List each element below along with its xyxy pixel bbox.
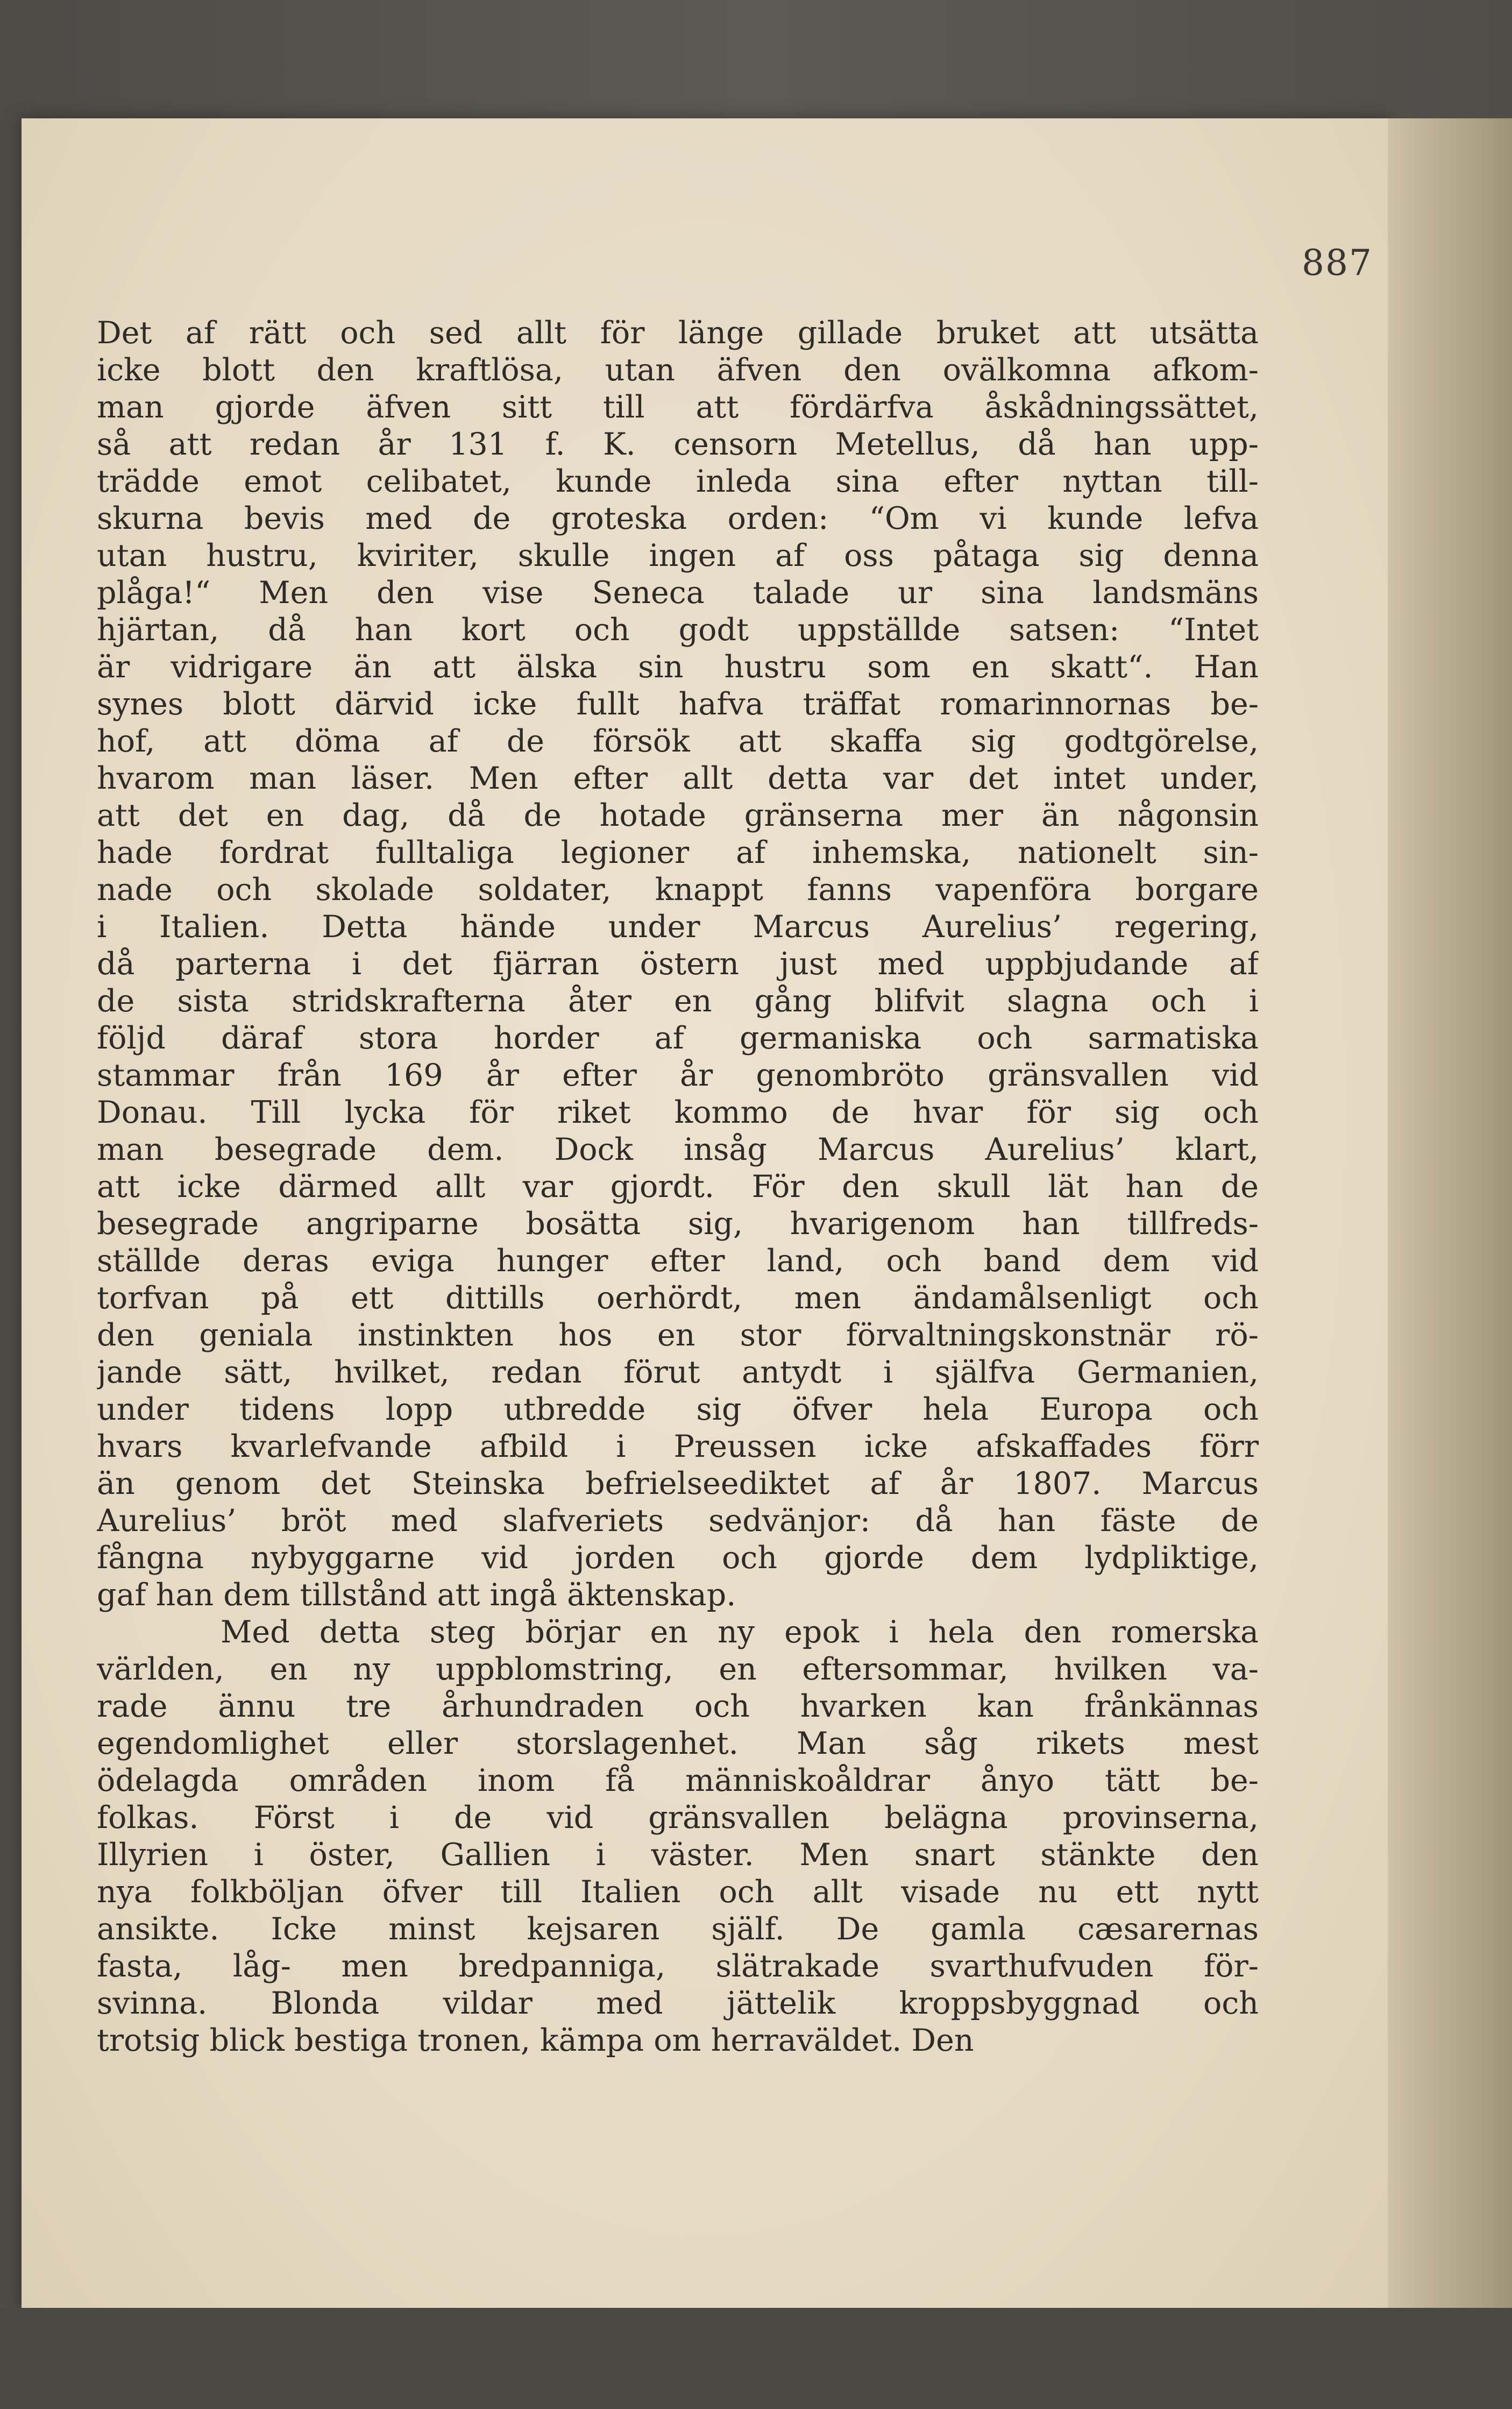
text-line: att icke därmed allt var gjordt. För den skull lät han de: [97, 1169, 1259, 1204]
text-line: synes blott därvid icke fullt hafva träffat romarinnornas be-: [97, 686, 1259, 722]
text-line: i Italien. Detta hände under Marcus Aurelius’ regering,: [97, 909, 1259, 945]
text-line: plåga!“ Men den vise Seneca talade ur sina landsmäns: [97, 575, 1259, 611]
text-line: fångna nybyggarne vid jorden och gjorde dem lydpliktige,: [97, 1540, 1259, 1576]
text-line: är vidrigare än att älska sin hustru som en skatt“. Han: [97, 649, 1259, 685]
text-line: hvarom man läser. Men efter allt detta var det intet under,: [97, 761, 1259, 796]
text-line: jande sätt, hvilket, redan förut antydt i själfva Germanien,: [97, 1355, 1259, 1390]
text-line: då parterna i det fjärran östern just med uppbjudande af: [97, 946, 1259, 982]
text-line: besegrade angriparne bosätta sig, hvarigenom han tillfreds-: [97, 1206, 1259, 1242]
paragraph: [97, 1614, 1259, 2059]
text-line: följd däraf stora horder af germaniska och sarmatiska: [97, 1021, 1259, 1056]
text-line: världen, en ny uppblomstring, en eftersommar, hvilken va-: [97, 1652, 1259, 1687]
text-line: Donau. Till lycka för riket kommo de hvar för sig och: [97, 1095, 1259, 1130]
text-line: ödelagda områden inom få människoåldrar ånyo tätt be-: [97, 1763, 1259, 1798]
paragraph: [97, 315, 1259, 1614]
text-line: Aurelius’ bröt med slafveriets sedvänjor: då han fäste de: [97, 1503, 1259, 1539]
text-line: fasta, låg- men bredpanniga, slätrakade svarthufvuden för-: [97, 1949, 1259, 1984]
text-line: nya folkböljan öfver till Italien och allt visade nu ett nytt: [97, 1874, 1259, 1910]
text-line: svinna. Blonda vildar med jättelik kroppsbyggnad och: [97, 1986, 1259, 2021]
text-line: att det en dag, då de hotade gränserna mer än någonsin: [97, 798, 1259, 833]
text-line: hade fordrat fulltaliga legioner af inhemska, nationelt sin-: [97, 835, 1259, 870]
text-line: än genom det Steinska befrielseediktet af år 1807. Marcus: [97, 1466, 1259, 1501]
text-line: Med detta steg börjar en ny epok i hela den romerska: [221, 1614, 1259, 1650]
text-line: de sista stridskrafterna åter en gång blifvit slagna och i: [97, 983, 1259, 1019]
text-line: skurna bevis med de groteska orden: “Om vi kunde lefva: [97, 501, 1259, 536]
text-line: ställde deras eviga hunger efter land, och band dem vid: [97, 1243, 1259, 1279]
text-line: nade och skolade soldater, knappt fanns vapenföra borgare: [97, 872, 1259, 908]
text-line: under tidens lopp utbredde sig öfver hela Europa och: [97, 1392, 1259, 1427]
text-line: trädde emot celibatet, kunde inleda sina efter nyttan till-: [97, 464, 1259, 499]
text-line: den geniala instinkten hos en stor förvaltningskonstnär rö-: [97, 1317, 1259, 1353]
text-line: rade ännu tre århundraden och hvarken kan frånkännas: [97, 1689, 1259, 1724]
text-line: hvars kvarlefvande afbild i Preussen icke afskaffades förr: [97, 1429, 1259, 1464]
text-line: egendomlighet eller storslagenhet. Man såg rikets mest: [97, 1726, 1259, 1761]
text-line: så att redan år 131 f. K. censorn Metellus, då han upp-: [97, 427, 1259, 462]
text-line: trotsig blick bestiga tronen, kämpa om herraväldet. Den: [97, 2023, 974, 2058]
text-line: Illyrien i öster, Gallien i väster. Men snart stänkte den: [97, 1837, 1259, 1873]
text-line: Det af rätt och sed allt för länge gillade bruket att utsätta: [97, 315, 1259, 351]
scan-bottom-edge: [0, 2308, 1512, 2409]
text-line: folkas. Först i de vid gränsvallen belägna provinserna,: [97, 1800, 1259, 1836]
text-line: man gjorde äfven sitt till att fördärfva åskådningssättet,: [97, 389, 1259, 425]
text-line: man besegrade dem. Dock insåg Marcus Aurelius’ klart,: [97, 1132, 1259, 1167]
text-line: stammar från 169 år efter år genombröto gränsvallen vid: [97, 1058, 1259, 1093]
text-line: torfvan på ett dittills oerhördt, men ändamålsenligt och: [97, 1280, 1259, 1316]
body-text: [97, 315, 1259, 2059]
text-line: utan hustru, kviriter, skulle ingen af oss påtaga sig denna: [97, 538, 1259, 573]
text-line: gaf han dem tillstånd att ingå äktenskap.: [97, 1577, 736, 1613]
text-line: ansikte. Icke minst kejsaren själf. De gamla cæsarernas: [97, 1911, 1259, 1947]
page-number: 887: [1302, 242, 1373, 284]
text-line: icke blott den kraftlösa, utan äfven den ovälkomna afkom-: [97, 352, 1259, 388]
page-edge-strip: [1388, 118, 1512, 2308]
text-line: hof, att döma af de försök att skaffa sig godtgörelse,: [97, 724, 1259, 759]
text-line: hjärtan, då han kort och godt uppställde satsen: “Intet: [97, 612, 1259, 648]
